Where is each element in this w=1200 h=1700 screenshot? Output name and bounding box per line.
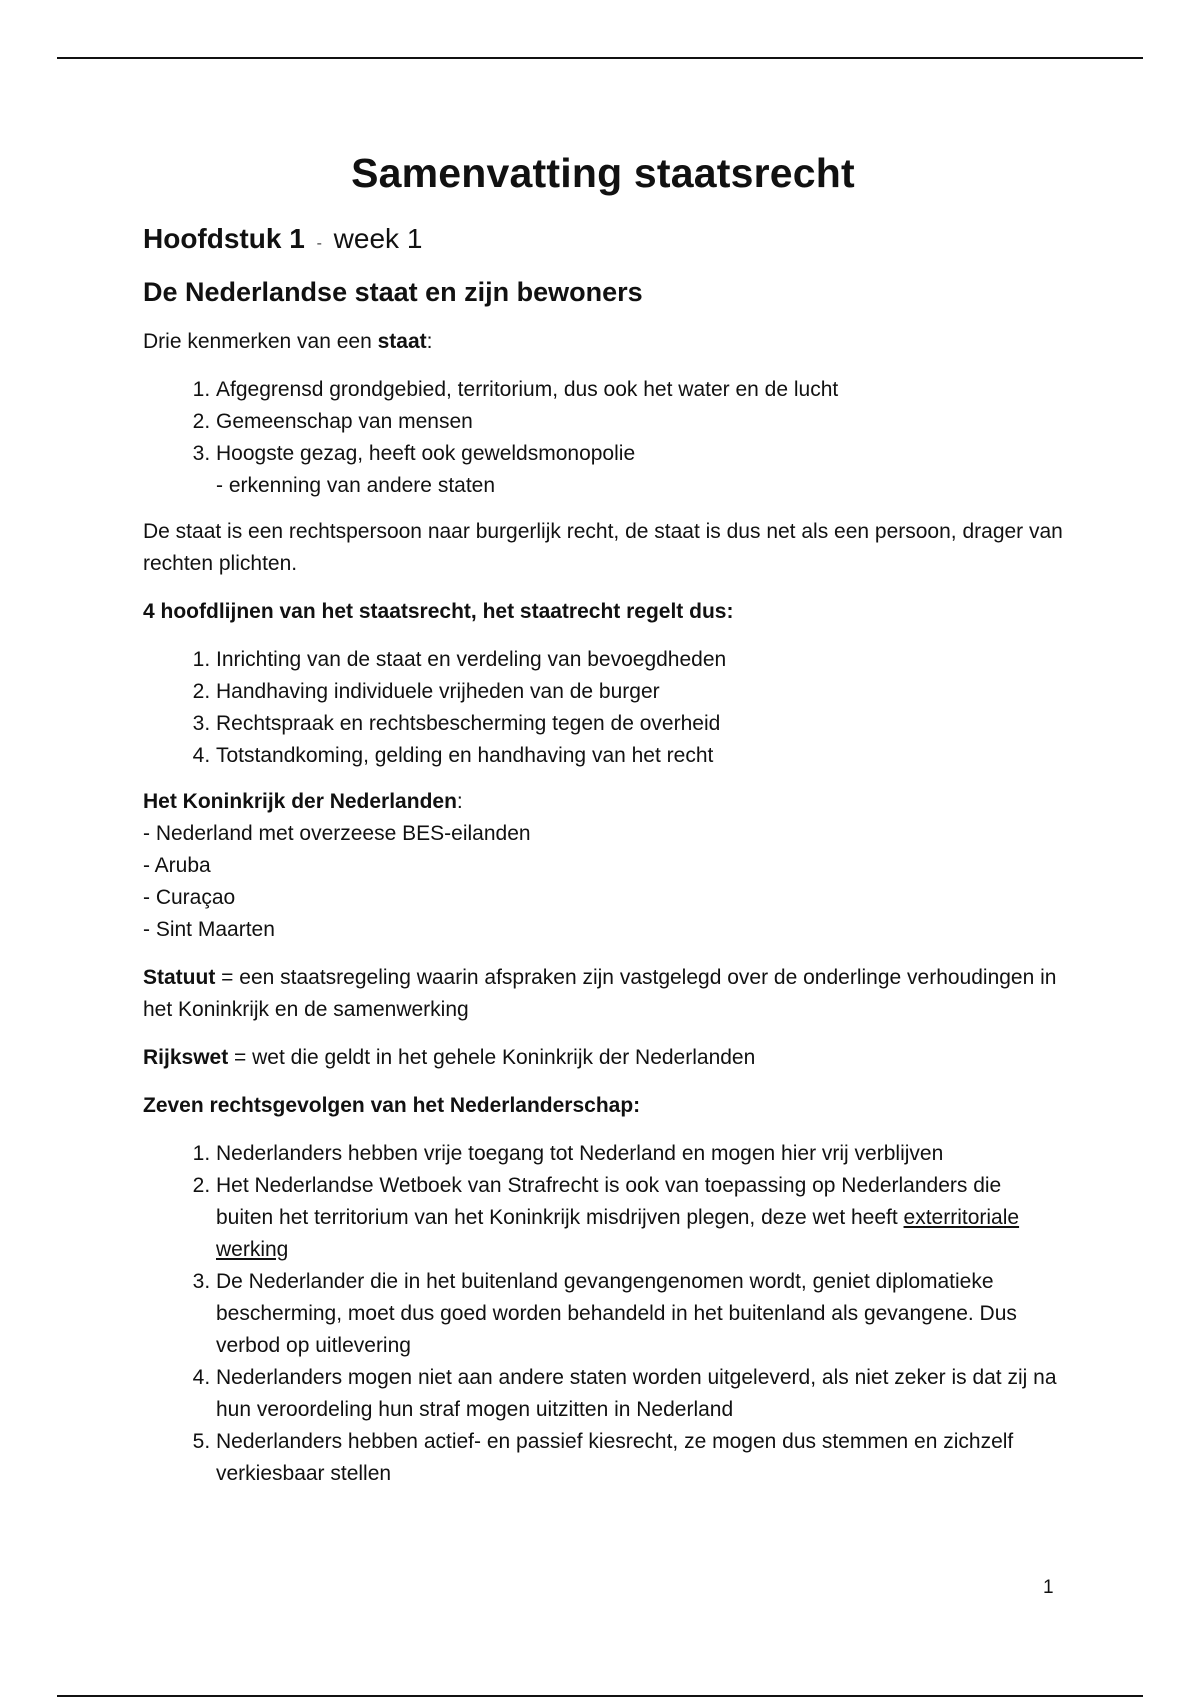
list-item: 3. Rechtspraak en rechtsbescherming tegen de overheid	[216, 708, 1063, 740]
statuut-term: Statuut	[143, 966, 216, 989]
footer-rule	[57, 1695, 1143, 1697]
statuut-text: = een staatsregeling waarin afspraken zijn vastgelegd over de onderlinge verhoudingen in het Koninkrijk en de samenwerking	[143, 966, 1057, 1021]
document-page	[143, 140, 1063, 1504]
hoofdlijnen-heading	[143, 596, 1063, 628]
koninkrijk-heading	[143, 786, 1063, 818]
koninkrijk-heading-text: Het Koninkrijk der Nederlanden	[143, 790, 457, 813]
list-item-text: Het Nederlandse Wetboek van Strafrecht is ook van toepassing op Nederlanders die buiten het territorium van het Koninkrijk misdrijven plegen, deze wet heeft	[216, 1174, 1002, 1229]
list-item: 4. Totstandkoming, gelding en handhaving van het recht	[216, 740, 1063, 772]
list-item-text: Hoogste gezag, heeft ook geweldsmonopolie	[216, 442, 636, 465]
page-number: 1	[1043, 1577, 1054, 1598]
underlined-term: exterritoriale werking	[216, 1206, 1020, 1261]
list-item: 1. Nederlanders hebben vrije toegang tot Nederland en mogen hier vrij verblijven	[216, 1138, 1063, 1170]
rechtsgevolgen-heading-text: Zeven rechtsgevolgen van het Nederlanderschap:	[143, 1094, 641, 1117]
list-item: - Aruba	[143, 854, 211, 877]
hoofdlijnen-heading-text: 4 hoofdlijnen van het staatsrecht, het staatrecht regelt dus:	[143, 600, 734, 623]
list-item: - Sint Maarten	[143, 918, 275, 941]
hoofdlijnen-list	[143, 644, 1063, 772]
list-item: 2. Handhaving individuele vrijheden van de burger	[216, 676, 1063, 708]
rijkswet-term: Rijkswet	[143, 1046, 229, 1069]
list-item: - Curaçao	[143, 886, 236, 909]
chapter-week: week 1	[333, 223, 423, 254]
staat-intro-suffix: :	[426, 330, 433, 353]
rechtsgevolgen-heading	[143, 1090, 1063, 1122]
koninkrijk-block	[143, 786, 1063, 946]
list-item: - Nederland met overzeese BES-eilanden	[143, 822, 531, 845]
list-item: 4. Nederlanders mogen niet aan andere staten worden uitgeleverd, als niet zeker is dat zij na hun veroordeling hun straf mogen uitzitten in Nederland	[216, 1362, 1063, 1426]
chapter-label: Hoofdstuk 1	[143, 223, 305, 254]
list-item: 1. Afgegrensd grondgebied, territorium, dus ook het water en de lucht	[216, 374, 1063, 406]
list-item: 5. Nederlanders hebben actief- en passief kiesrecht, ze mogen dus stemmen en zichzelf verkiesbaar stellen	[216, 1426, 1063, 1490]
list-item-subline: - erkenning van andere staten	[216, 474, 496, 497]
chapter-separator: -	[316, 235, 322, 252]
section-title: De Nederlandse staat en zijn bewoners	[143, 277, 643, 307]
staat-term: staat	[377, 330, 427, 353]
staat-intro	[143, 326, 1063, 358]
rijkswet-text: = wet die geldt in het gehele Koninkrijk der Nederlanden	[228, 1046, 756, 1069]
staat-kenmerken-list	[143, 374, 1063, 502]
rechtspersoon-paragraph: De staat is een rechtspersoon naar burgerlijk recht, de staat is dus net als een persoon, drager van rechten plichten.	[143, 520, 1063, 575]
staat-intro-prefix: Drie kenmerken van een	[143, 330, 378, 353]
rechtsgevolgen-list	[143, 1138, 1063, 1490]
list-item	[216, 1170, 1063, 1266]
header-rule	[57, 57, 1143, 59]
list-item: 2. Gemeenschap van mensen	[216, 406, 1063, 438]
koninkrijk-heading-suffix: :	[456, 790, 463, 813]
statuut-definition	[143, 962, 1063, 1026]
rijkswet-definition	[143, 1042, 1063, 1074]
document-title: Samenvatting staatsrecht	[351, 150, 855, 196]
list-item	[216, 438, 1063, 502]
chapter-heading	[143, 223, 1063, 255]
list-item: 1. Inrichting van de staat en verdeling van bevoegdheden	[216, 644, 1063, 676]
list-item: 3. De Nederlander die in het buitenland gevangengenomen wordt, geniet diplomatieke bescherming, moet dus goed worden behandeld in het buitenland als gevangene. Dus verbod op uitlevering	[216, 1266, 1063, 1362]
